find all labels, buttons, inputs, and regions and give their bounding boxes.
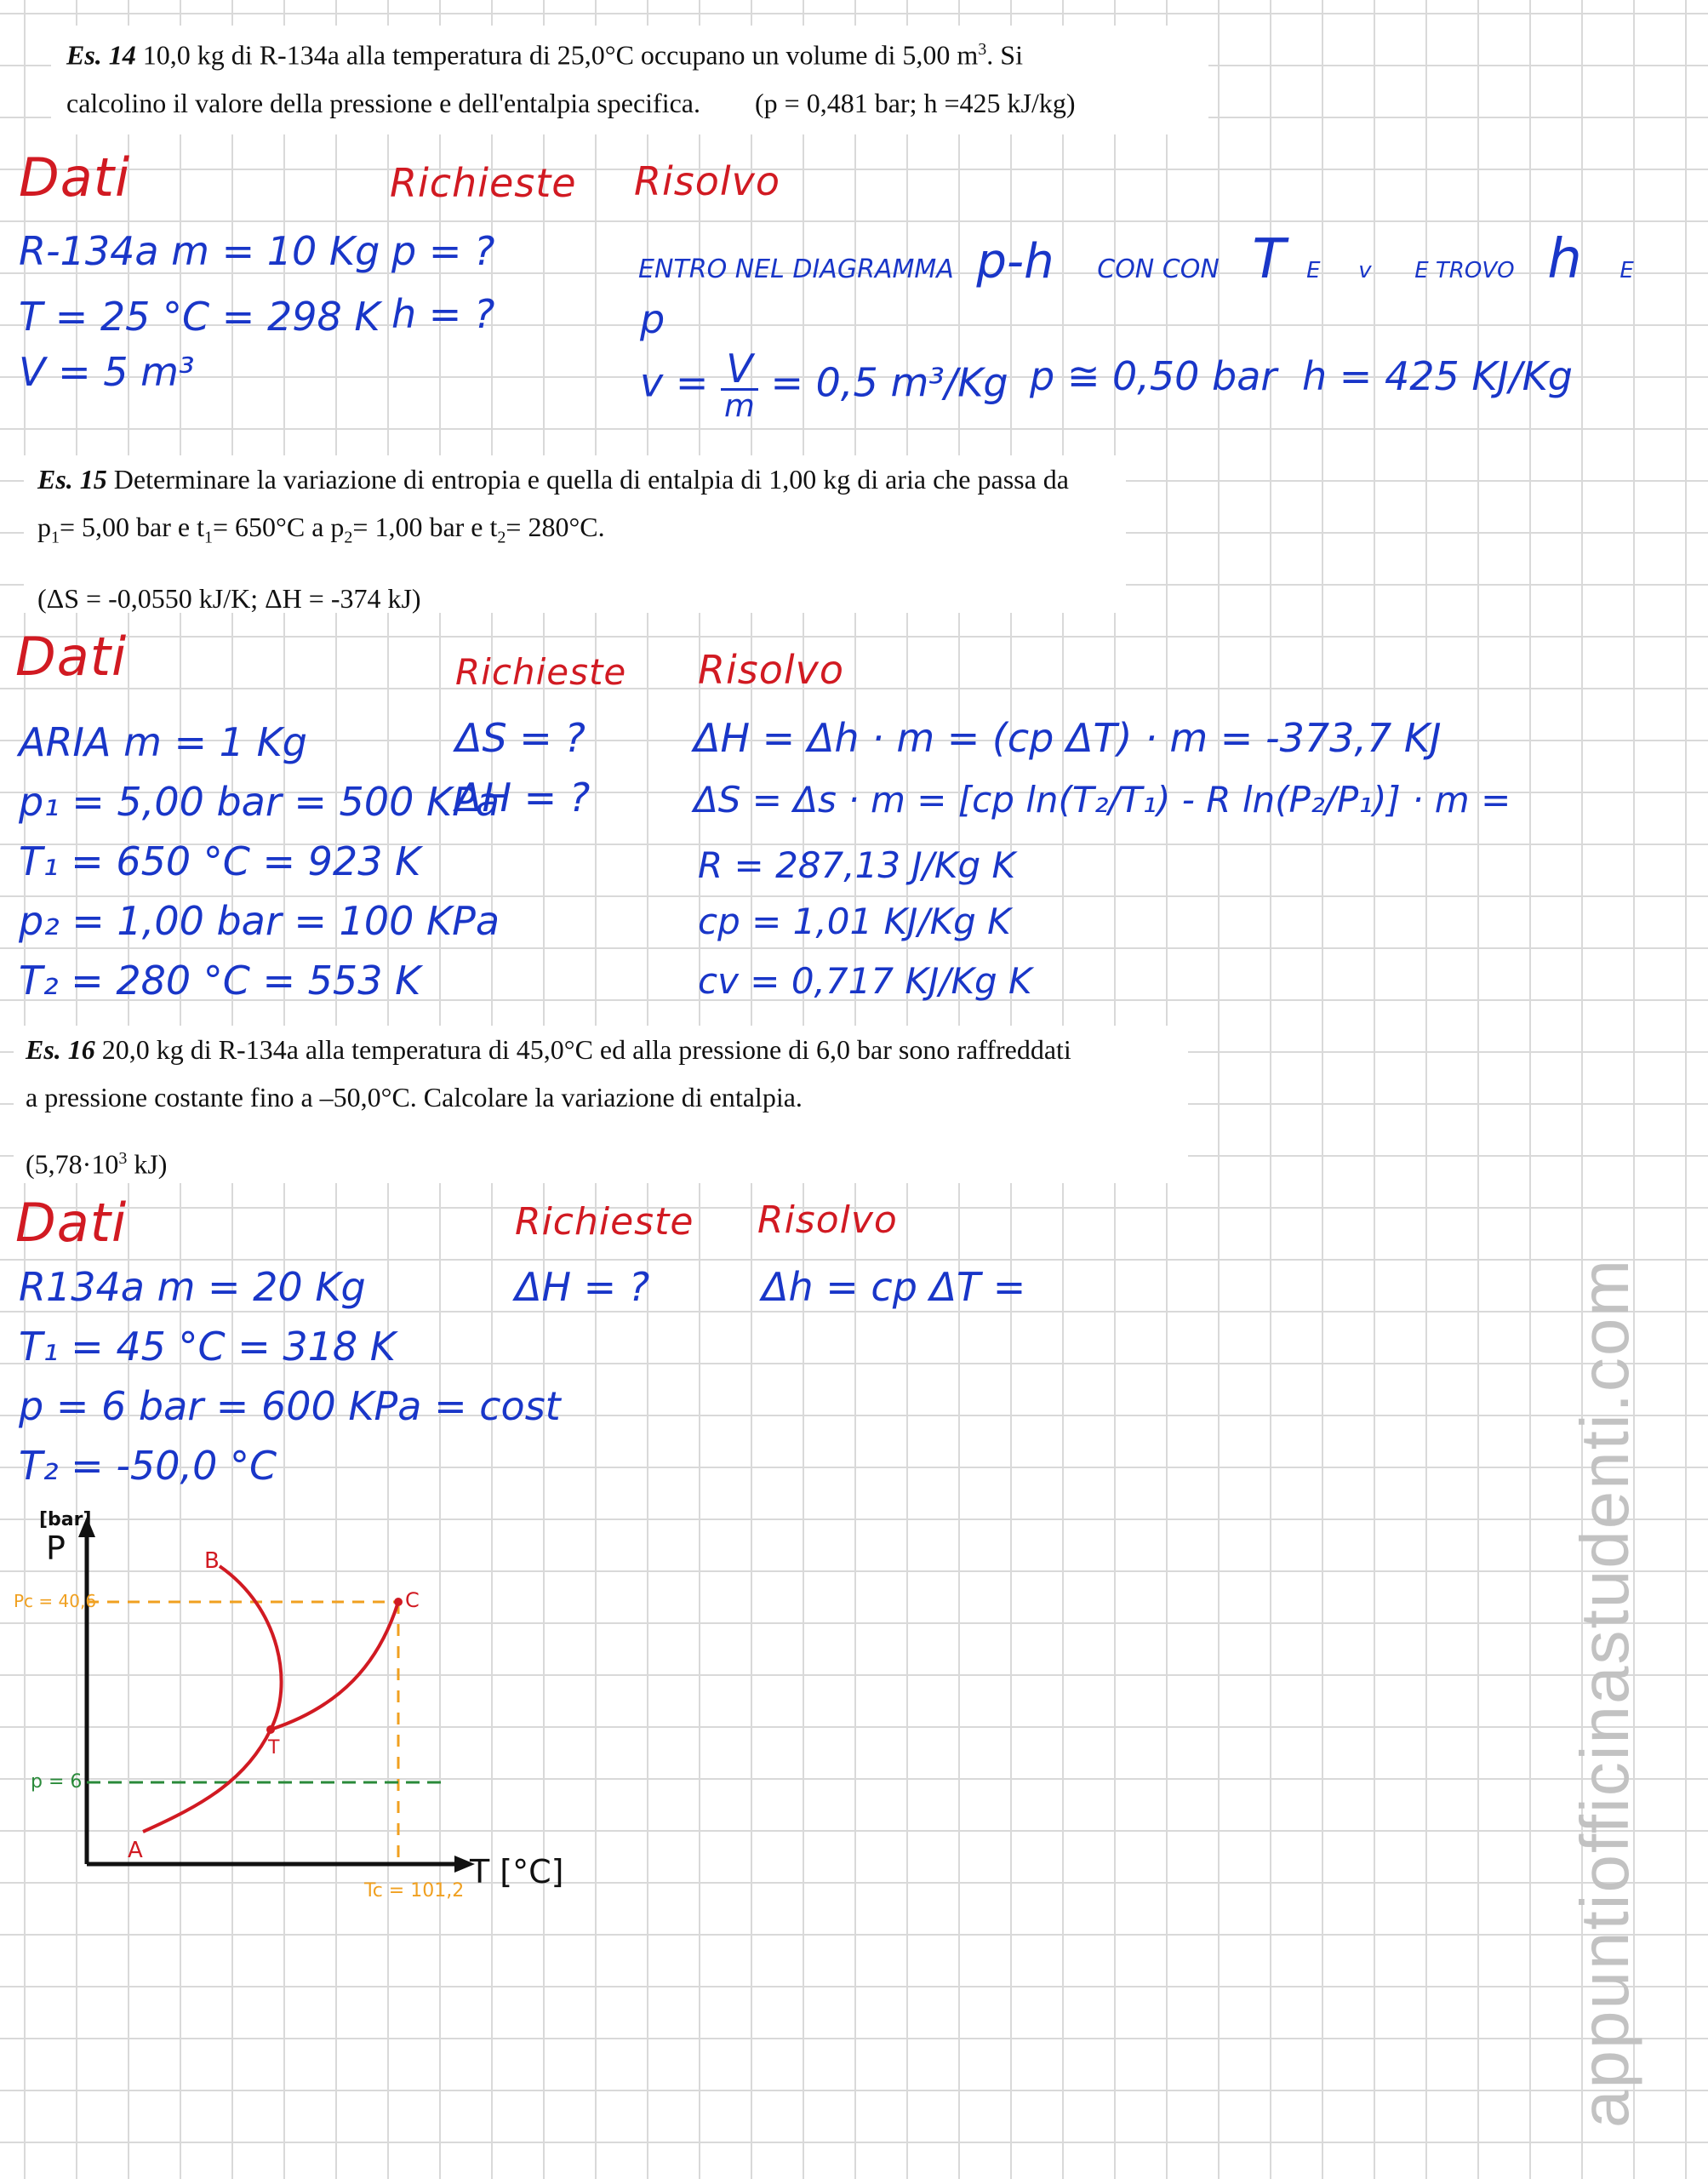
ex16-dati-title: Dati <box>15 1192 128 1254</box>
ex16-dati-2: T₁ = 45 °C = 318 K <box>19 1324 396 1370</box>
ex14-v-fraction <box>721 346 758 424</box>
ex14-dati-2: T = 25 °C = 298 K <box>19 294 380 340</box>
ex14-v-num: V <box>721 349 758 391</box>
exercise-16-text <box>14 1026 1188 1183</box>
ex14-risolvo-1b: p-h <box>976 234 1054 289</box>
ex16-risolvo-title: Risolvo <box>757 1198 898 1242</box>
ex14-v-rhs: = 0,5 m³/Kg <box>770 359 1008 406</box>
point-t-label: T <box>268 1737 280 1759</box>
ex14-richieste-2: h = ? <box>391 291 495 337</box>
ex14-dati-1: R-134a m = 10 Kg <box>19 228 380 274</box>
exercise-14-text <box>51 26 1208 134</box>
ex14-risolvo-1d: T <box>1252 228 1286 291</box>
triple-point-dot <box>266 1725 275 1734</box>
exercise-14-line-2-text: calcolino il valore della pressione e dell'entalpia specifica. <box>66 87 700 118</box>
exercise-14-line-1-text: 10,0 kg di R-134a alla temperatura di 25,0°C occupano un volume di 5,00 m <box>142 39 979 71</box>
point-a-label: A <box>128 1838 143 1863</box>
ex14-risolvo-1c: CON CON <box>1097 255 1220 284</box>
exercise-15-line-1 <box>24 455 1126 503</box>
ex14-risolvo-1h: h <box>1547 228 1582 291</box>
ex14-dati-title: Dati <box>19 146 131 209</box>
exercise-15-line-1-text: Determinare la variazione di entropia e quella di entalpia di 1,00 kg di aria che passa da <box>113 464 1069 495</box>
sublimation-curve <box>143 1730 271 1832</box>
isobar-6-label: p = 6 <box>31 1771 83 1793</box>
ex15-l2-2: = 5,00 bar e t <box>60 512 204 542</box>
exercise-14-line-1-sup: 3 <box>978 40 987 59</box>
ex14-v-lhs: v = <box>640 359 709 406</box>
melting-curve <box>220 1566 282 1730</box>
ex14-dati-3: V = 5 m³ <box>19 349 195 395</box>
ex14-risolvo-1i: E <box>1619 258 1634 283</box>
ex16-richieste-title: Richieste <box>515 1200 694 1244</box>
exercise-16-label: Es. 16 <box>26 1034 95 1065</box>
ex14-risolvo-line-3 <box>640 346 1008 424</box>
ex14-risolvo-1e: E <box>1306 258 1321 283</box>
ex15-dati-1: ARIA m = 1 Kg <box>19 719 307 765</box>
exercise-15-answer: (ΔS = -0,0550 kJ/K; ΔH = -374 kJ) <box>37 583 421 615</box>
point-b-label: B <box>204 1548 220 1574</box>
ex15-risolvo-5: cv = 0,717 KJ/Kg K <box>698 960 1032 1002</box>
ex15-risolvo-3: R = 287,13 J/Kg K <box>698 844 1016 886</box>
ex15-dati-2: p₁ = 5,00 bar = 500 KPa <box>19 779 500 825</box>
phase-diagram <box>0 1507 579 1949</box>
ex16-risolvo-1: Δh = cp ΔT = <box>762 1264 1026 1310</box>
exercise-14-line-2 <box>51 79 1208 127</box>
ex14-risolvo-1g: E TROVO <box>1414 258 1515 283</box>
watermark: appuntiofficinastudenti.com <box>1567 1257 1642 2128</box>
ex14-risolvo-1a: ENTRO NEL DIAGRAMMA <box>638 255 954 284</box>
ex14-risolvo-1f: v <box>1358 258 1372 283</box>
ex14-v-den: m <box>724 387 755 424</box>
ex15-dati-title: Dati <box>15 626 128 688</box>
ex15-risolvo-4: cp = 1,01 KJ/Kg K <box>698 901 1011 942</box>
ex14-richieste-1: p = ? <box>391 228 495 274</box>
exercise-16-line-1 <box>14 1026 1188 1073</box>
ex16-answer-sup: 3 <box>118 1149 128 1168</box>
ex16-dati-1: R134a m = 20 Kg <box>19 1264 366 1310</box>
ex15-l2-5: 2 <box>344 528 353 547</box>
critical-pressure-label: Pc = 40,6 <box>14 1591 97 1611</box>
y-axis-label: P <box>46 1530 66 1567</box>
exercise-15-label: Es. 15 <box>37 464 107 495</box>
ex15-l2-8: = 280°C. <box>506 512 605 542</box>
critical-point-dot <box>394 1598 403 1606</box>
ex15-l2-0: p <box>37 512 51 542</box>
ex14-risolvo-h: h = 425 KJ/Kg <box>1302 353 1573 399</box>
ex16-dati-4: T₂ = -50,0 °C <box>19 1443 277 1489</box>
y-axis-unit: [bar] <box>39 1509 92 1530</box>
ex14-risolvo-title: Risolvo <box>634 158 780 204</box>
ex15-dati-5: T₂ = 280 °C = 553 K <box>19 958 421 1004</box>
ex15-l2-7: 2 <box>497 528 506 547</box>
exercise-15-line-2 <box>24 503 1126 561</box>
exercise-16-answer <box>14 1135 1188 1188</box>
critical-temperature-label: Tc = 101,2 <box>364 1880 465 1902</box>
exercise-16-line-2: a pressione costante fino a –50,0°C. Calcolare la variazione di entalpia. <box>26 1082 803 1112</box>
ex15-risolvo-title: Risolvo <box>698 647 844 693</box>
exercise-16-line-1-text: 20,0 kg di R-134a alla temperatura di 45,0°C ed alla pressione di 6,0 bar sono raffreddati <box>101 1034 1071 1065</box>
ex15-l2-1: 1 <box>51 528 60 547</box>
exercise-15-text <box>24 455 1126 613</box>
ex15-risolvo-2: ΔS = Δs · m = [cp ln(T₂/T₁) - R ln(P₂/P₁)] · m = <box>694 779 1511 821</box>
exercise-14-line-1 <box>51 26 1208 79</box>
ex15-l2-6: = 1,00 bar e t <box>352 512 498 542</box>
ex15-l2-3: 1 <box>204 528 213 547</box>
ex15-risolvo-1: ΔH = Δh · m = (cp ΔT) · m = -373,7 KJ <box>694 715 1442 761</box>
exercise-14-line-1-end: . Si <box>986 39 1023 71</box>
x-axis-label: T [°C] <box>470 1853 564 1890</box>
ex16-dati-3: p = 6 bar = 600 KPa = cost <box>19 1383 561 1429</box>
ex15-richieste-2: ΔH = ? <box>455 775 591 821</box>
ex16-richieste-1: ΔH = ? <box>515 1264 650 1310</box>
ex14-richieste-title: Richieste <box>390 160 577 206</box>
ex15-l2-4: = 650°C a p <box>213 512 345 542</box>
point-c-label: C <box>405 1588 420 1612</box>
ex16-answer-post: kJ) <box>127 1148 168 1180</box>
exercise-14-answer: (p = 0,481 bar; h =425 kJ/kg) <box>755 87 1076 118</box>
ex15-dati-3: T₁ = 650 °C = 923 K <box>19 838 421 884</box>
ex15-dati-4: p₂ = 1,00 bar = 100 KPa <box>19 898 500 944</box>
ex15-richieste-1: ΔS = ? <box>455 715 586 761</box>
vaporization-curve <box>271 1602 398 1730</box>
ex14-risolvo-line-1 <box>638 228 1685 291</box>
exercise-14-label: Es. 14 <box>66 39 136 71</box>
ex14-risolvo-line-2: p <box>640 296 665 342</box>
ex16-answer-pre: (5,78·10 <box>26 1148 119 1180</box>
ex14-risolvo-p: p ≅ 0,50 bar <box>1030 353 1277 399</box>
ex15-richieste-title: Richieste <box>455 651 627 693</box>
